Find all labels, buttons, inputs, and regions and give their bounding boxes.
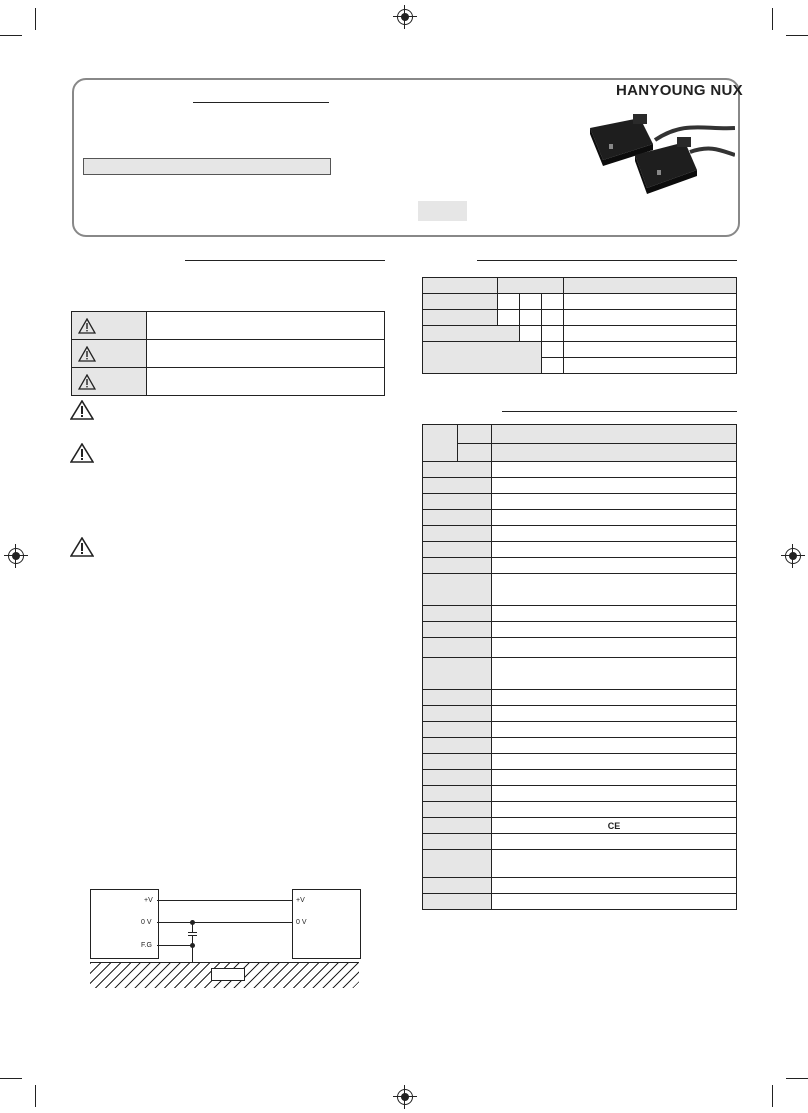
junction-dot	[190, 920, 195, 925]
title-underline	[193, 102, 329, 103]
crop-mark	[0, 1078, 22, 1079]
registration-mark-left	[8, 548, 24, 564]
wire-zero-volt	[157, 922, 292, 923]
ordering-table	[422, 277, 737, 374]
warning-icon	[78, 346, 96, 362]
caution-row-text	[147, 368, 385, 396]
warning-row-label	[72, 340, 147, 368]
section-heading-rule	[502, 411, 737, 412]
danger-row-text	[147, 312, 385, 340]
version-box	[418, 201, 467, 221]
terminal-label: 0 V	[141, 919, 152, 926]
warning-row-text	[147, 340, 385, 368]
crop-mark	[772, 8, 773, 30]
wire-frame-ground	[157, 945, 193, 946]
wire-positive	[157, 900, 292, 901]
registration-mark-top	[397, 9, 413, 25]
capacitor-plate	[188, 932, 197, 933]
registration-mark-right	[785, 548, 801, 564]
registration-mark-bottom	[397, 1089, 413, 1105]
junction-dot	[190, 943, 195, 948]
brand-logo: HANYOUNG NUX	[616, 82, 743, 99]
terminal-label: F.G	[141, 942, 152, 949]
ce-mark: CE	[607, 820, 621, 831]
crop-mark	[35, 8, 36, 30]
crop-mark	[35, 1085, 36, 1107]
ground-label-box	[211, 968, 245, 981]
product-photo	[585, 100, 735, 200]
crop-mark	[786, 35, 808, 36]
terminal-label: +V	[296, 897, 305, 904]
danger-row-label	[72, 312, 147, 340]
terminal-label: 0 V	[296, 919, 307, 926]
warning-icon	[70, 537, 94, 557]
specifications-table	[422, 424, 737, 910]
warning-icon	[78, 374, 96, 390]
crop-mark	[0, 35, 22, 36]
section-heading-rule	[185, 260, 385, 261]
warning-icon	[70, 400, 94, 420]
crop-mark	[786, 1078, 808, 1079]
caution-row-label	[72, 368, 147, 396]
warning-icon	[78, 318, 96, 334]
safety-table	[71, 311, 385, 396]
terminal-label: +V	[144, 897, 153, 904]
capacitor-lead	[192, 935, 193, 962]
section-heading-rule	[477, 260, 737, 261]
model-bar	[83, 158, 331, 175]
warning-icon	[70, 443, 94, 463]
crop-mark	[772, 1085, 773, 1107]
